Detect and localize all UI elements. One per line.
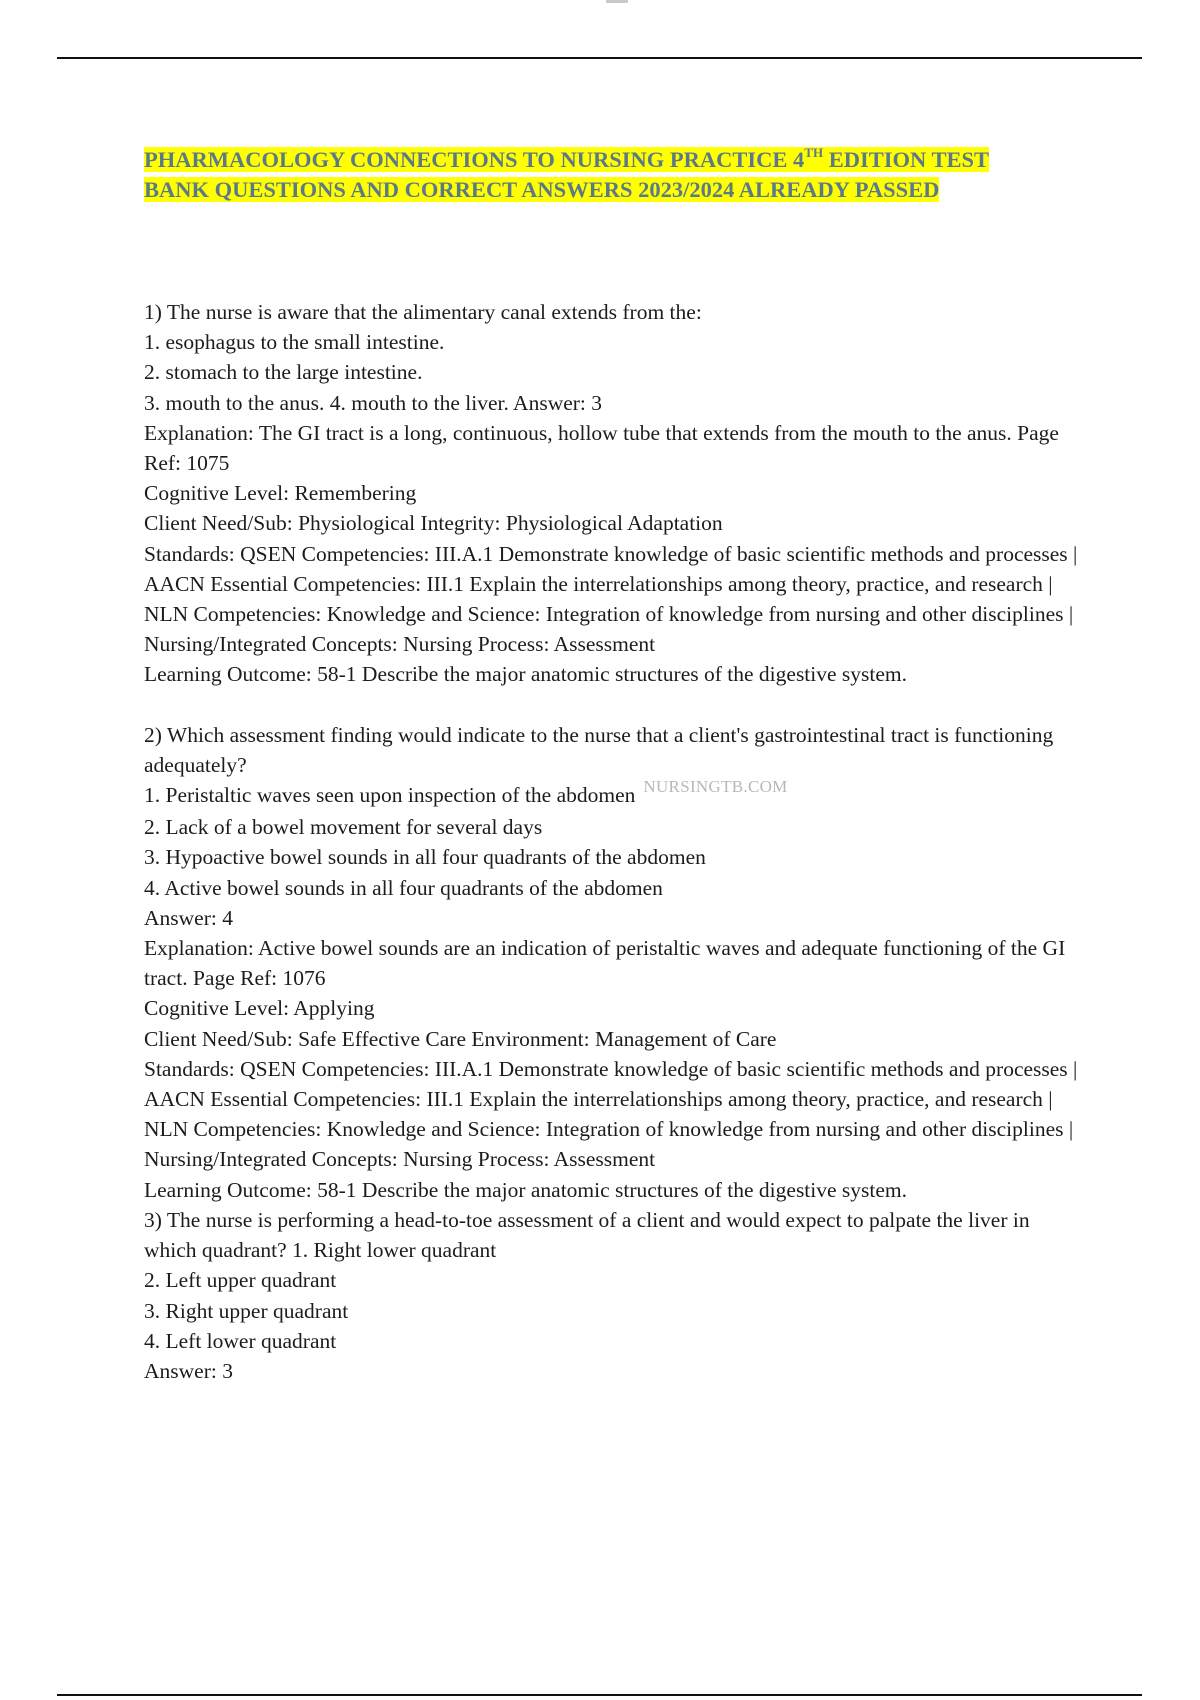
- q2-option-1-text: 1. Peristaltic waves seen upon inspection of the abdomen: [144, 783, 636, 808]
- q2-client-need: Client Need/Sub: Safe Effective Care Environment: Management of Care: [144, 1026, 777, 1051]
- q2-explanation: Explanation: Active bowel sounds are an indication of peristaltic waves and adequate functioning of the GI tract. Page Ref: 1076: [144, 936, 1066, 991]
- title-line-1: [144, 144, 989, 172]
- q1-standards: Standards: QSEN Competencies: III.A.1 Demonstrate knowledge of basic scientific methods and processes | AACN Essential Competencies: III.1 Explain the interrelationships among theory, practice, and research | NLN Competencies: Knowledge and Science: Integration of knowledge from nursing and other disciplines | Nursing/Integrated Concepts: Nursing Process: Assessment: [144, 541, 1078, 657]
- header-rule: [57, 57, 1142, 59]
- q1-option-1: 1. esophagus to the small intestine.: [144, 330, 445, 355]
- q2-answer: Answer: 4: [144, 905, 233, 930]
- spacer: [144, 690, 1084, 720]
- question-content: [144, 297, 1084, 1386]
- q1-option-2: 2. stomach to the large intestine.: [144, 360, 423, 385]
- q3-answer: Answer: 3: [144, 1358, 233, 1383]
- q2-stem: 2) Which assessment finding would indicate to the nurse that a client's gastrointestinal tract is functioning adequately?: [144, 722, 1054, 777]
- q2-option-2: 2. Lack of a bowel movement for several days: [144, 815, 543, 840]
- q1-learning-outcome: Learning Outcome: 58-1 Describe the major anatomic structures of the digestive system.: [144, 662, 908, 687]
- q3-option-3: 3. Right upper quadrant: [144, 1298, 349, 1323]
- page-top-marker: [606, 0, 628, 3]
- q2-standards: Standards: QSEN Competencies: III.A.1 Demonstrate knowledge of basic scientific methods and processes | AACN Essential Competencies: III.1 Explain the interrelationships among theory, practice, and research | NLN Competencies: Knowledge and Science: Integration of knowledge from nursing and other disciplines | Nursing/Integrated Concepts: Nursing Process: Assessment: [144, 1056, 1078, 1172]
- q2-cognitive-level: Cognitive Level: Applying: [144, 996, 375, 1021]
- title-text-2: EDITION TEST: [823, 147, 989, 172]
- q1-explanation: Explanation: The GI tract is a long, continuous, hollow tube that extends from the mouth to the anus. Page Ref: 1075: [144, 420, 1059, 476]
- q3-option-4: 4. Left lower quadrant: [144, 1328, 337, 1353]
- q2-option-3: 3. Hypoactive bowel sounds in all four quadrants of the abdomen: [144, 845, 706, 870]
- q1-stem: 1) The nurse is aware that the alimentary canal extends from the:: [144, 300, 702, 324]
- q2-option-1: [144, 777, 1084, 812]
- q1-cognitive-level: Cognitive Level: Remembering: [144, 481, 417, 506]
- q3-stem: 3) The nurse is performing a head-to-toe assessment of a client and would expect to palpate the liver in which quadrant? 1. Right lower quadrant: [144, 1207, 1030, 1263]
- title-superscript: TH: [804, 144, 824, 160]
- q2-learning-outcome: Learning Outcome: 58-1 Describe the major anatomic structures of the digestive system.: [144, 1177, 908, 1202]
- title-line-2: BANK QUESTIONS AND CORRECT ANSWERS 2023/2024 ALREADY PASSED: [144, 177, 940, 202]
- title-text-1: PHARMACOLOGY CONNECTIONS TO NURSING PRACTICE 4: [144, 147, 805, 172]
- q1-client-need: Client Need/Sub: Physiological Integrity: Physiological Adaptation: [144, 511, 723, 536]
- document-title: [144, 145, 1084, 205]
- watermark-text: NURSINGTB.COM: [643, 777, 788, 797]
- footer-rule: [57, 1694, 1142, 1696]
- q2-option-4: 4. Active bowel sounds in all four quadrants of the abdomen: [144, 875, 663, 900]
- q1-option-3-4-answer: 3. mouth to the anus. 4. mouth to the liver. Answer: 3: [144, 390, 603, 415]
- q3-option-2: 2. Left upper quadrant: [144, 1268, 337, 1293]
